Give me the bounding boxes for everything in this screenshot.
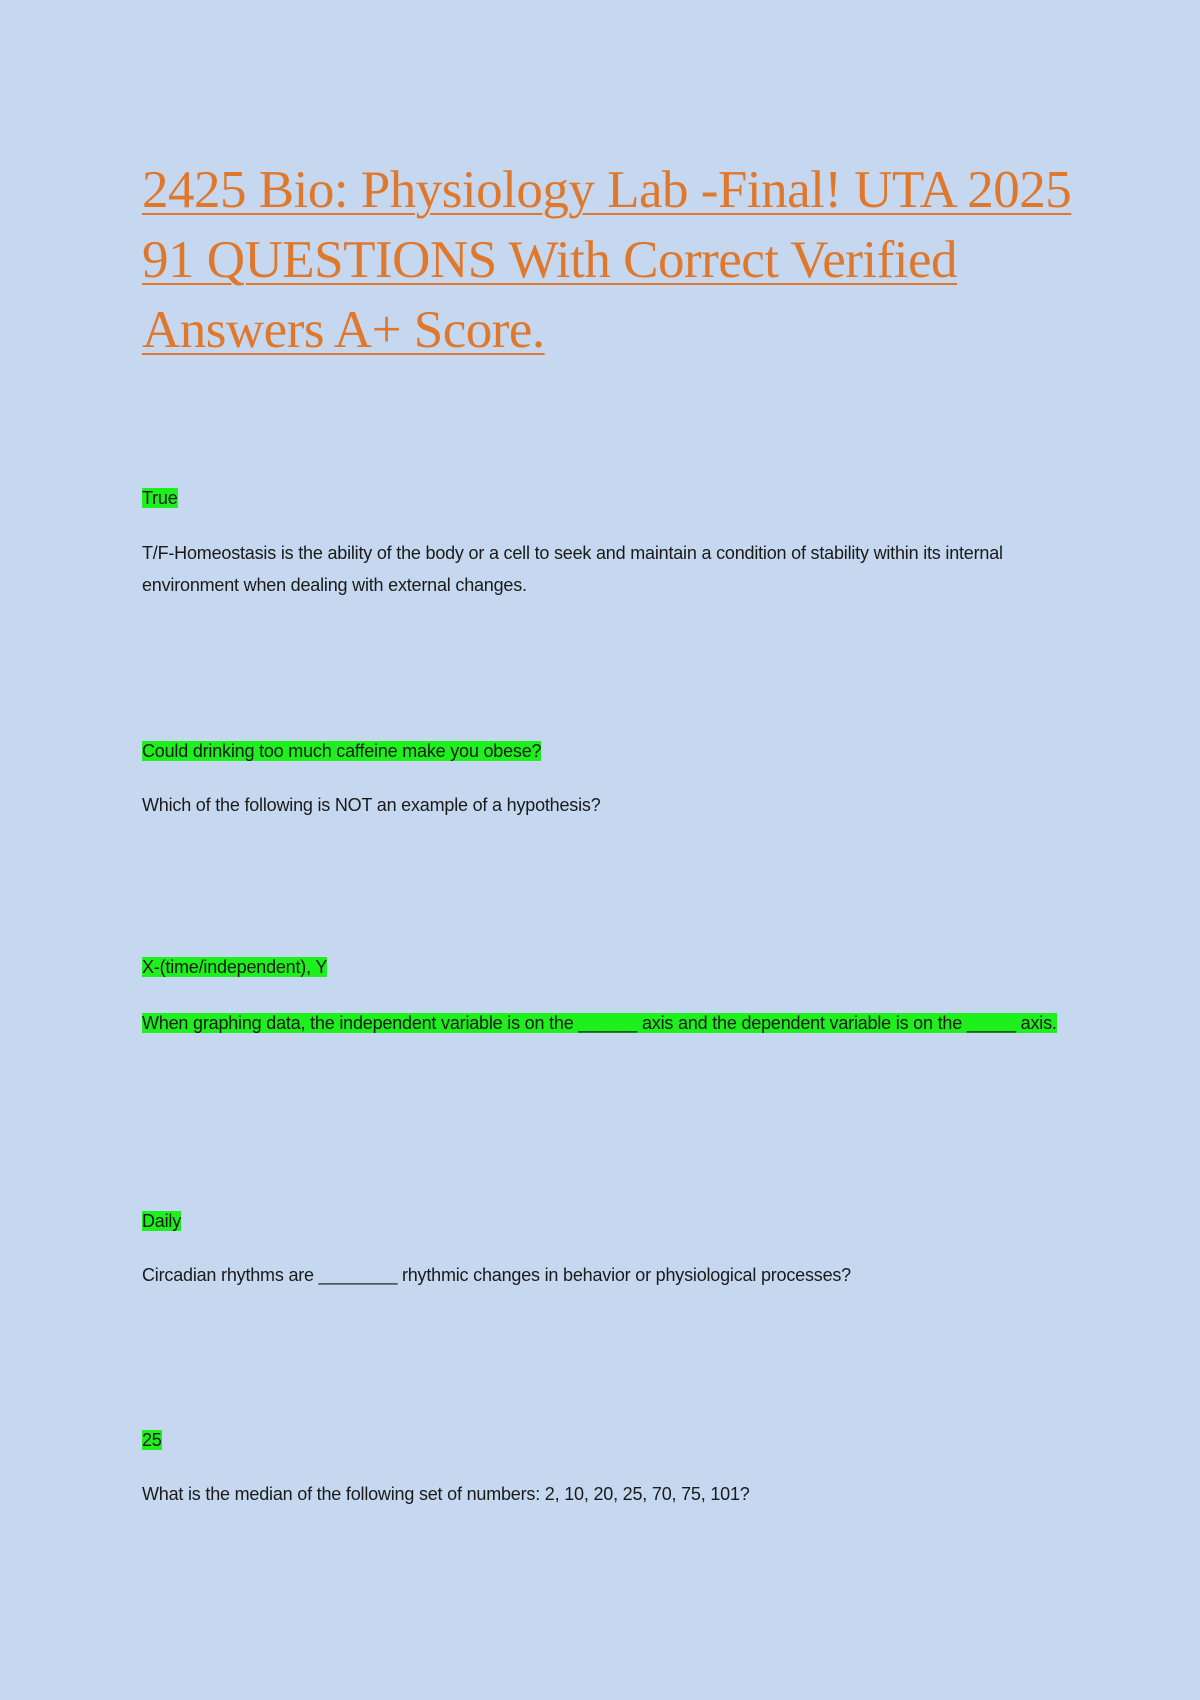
answer-4 [142,1205,1082,1237]
answer-highlight: 25 [142,1430,162,1450]
answer-5 [142,1424,1082,1456]
question-highlight: When graphing data, the independent variable is on the ______ axis and the dependent variable is on the _____ axis. [142,1013,1057,1033]
question-1: T/F-Homeostasis is the ability of the body or a cell to seek and maintain a condition of stability within its internal environment when dealing with external changes. [142,543,1003,595]
answer-highlight: Daily [142,1211,182,1231]
answer-1 [142,482,1082,514]
answer-2 [142,735,1082,767]
question-5: What is the median of the following set of numbers: 2, 10, 20, 25, 70, 75, 101? [142,1484,750,1504]
answer-highlight: X-(time/independent), Y [142,957,328,977]
question-3 [142,1007,1082,1039]
answer-highlight: True [142,488,178,508]
question-2: Which of the following is NOT an example of a hypothesis? [142,795,601,815]
answer-3 [142,951,1082,983]
answer-highlight: Could drinking too much caffeine make you obese? [142,741,542,761]
document-title: 2425 Bio: Physiology Lab -Final! UTA 2025 91 QUESTIONS With Correct Verified Answers A+ Score. [142,161,1072,359]
question-4: Circadian rhythms are ________ rhythmic changes in behavior or physiological processes? [142,1265,851,1285]
